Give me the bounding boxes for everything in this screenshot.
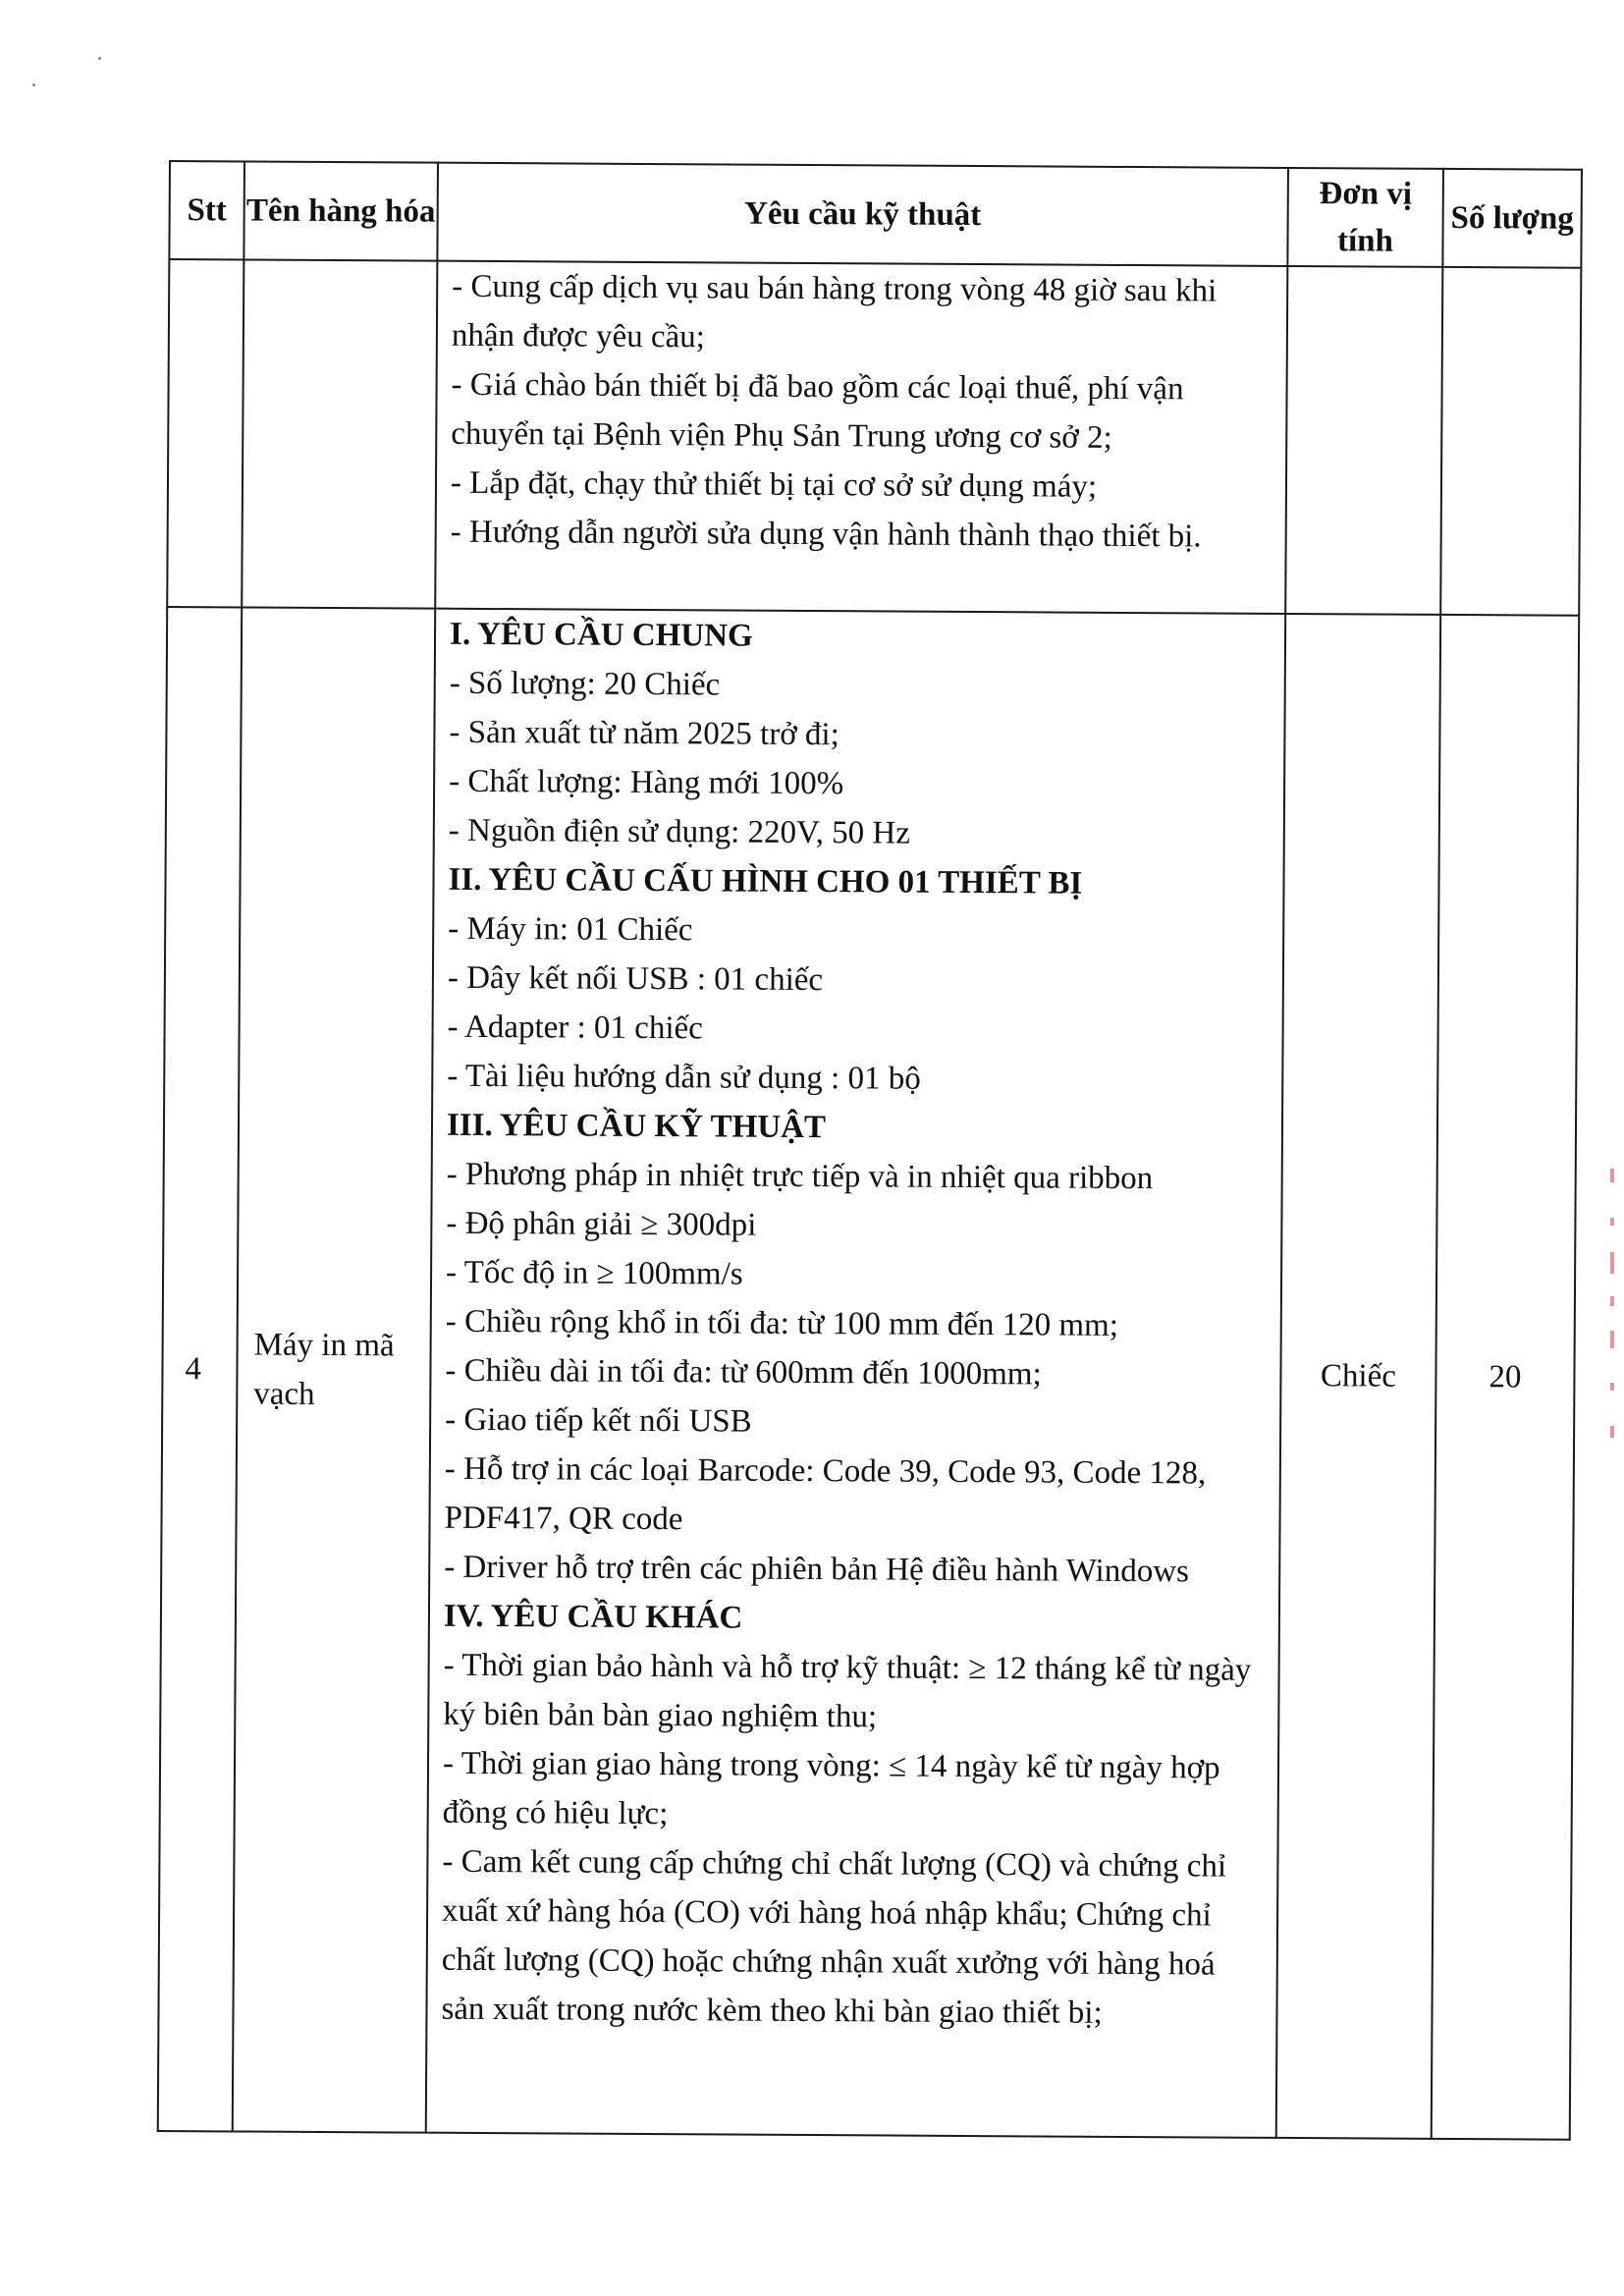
header-quantity: Số lượng [1442, 169, 1582, 268]
scan-speck [32, 83, 35, 86]
spec-line: - Số lượng: 20 Chiếc [449, 665, 721, 703]
cell-quantity: 20 [1432, 615, 1579, 2140]
cell-stt-empty [167, 259, 244, 607]
cell-item-requirements [426, 609, 1285, 2138]
spec-line: - Driver hỗ trợ trên các phiên bản Hệ điều hành Windows [444, 1549, 1190, 1590]
spec-line: - Nguồn điện sử dụng: 220V, 50 Hz [448, 812, 911, 851]
margin-stamp-trace [1610, 1426, 1614, 1438]
spec-line: - Hướng dẫn người sửa dụng vận hành thành thạo thiết bị. [450, 514, 1202, 555]
section-heading-other: IV. YÊU CẦU KHÁC [443, 1598, 743, 1636]
spec-line: - Sản xuất từ năm 2025 trở đi; [449, 714, 839, 753]
spec-line: - Chiều rộng khổ in tối đa: từ 100 mm đến 120 mm; [445, 1303, 1119, 1343]
section-heading-technical: III. YÊU CẦU KỸ THUẬT [446, 1107, 827, 1146]
spec-line: - Lắp đặt, chạy thử thiết bị tại cơ sở sử dụng máy; [450, 465, 1098, 505]
spec-line: - Tài liệu hướng dẫn sử dụng : 01 bộ [447, 1058, 921, 1097]
cell-continued-requirements [435, 261, 1287, 614]
margin-stamp-trace [1610, 1331, 1614, 1348]
cell-name-empty [242, 259, 437, 608]
spec-line: - Độ phân giải ≥ 300dpi [446, 1205, 757, 1243]
table-header-row [169, 161, 1582, 268]
header-stt: Stt [169, 161, 244, 259]
margin-stamp-trace [1610, 1169, 1614, 1182]
technical-requirements-table [157, 160, 1583, 2141]
spec-line: - Thời gian bảo hành và hỗ trợ kỹ thuật: ≥ 12 tháng kể từ ngày ký biên bản bàn giao nghiệm thu; [443, 1647, 1252, 1735]
margin-stamp-trace [1610, 1252, 1614, 1274]
spec-line: - Adapter : 01 chiếc [447, 1009, 703, 1047]
section-heading-general: I. YÊU CẦU CHUNG [449, 616, 753, 654]
header-item-name: Tên hàng hóa [244, 161, 438, 260]
margin-stamp-trace [1610, 1383, 1614, 1391]
spec-line: - Chất lượng: Hàng mới 100% [449, 763, 844, 802]
cell-unit: Chiếc [1276, 614, 1440, 2139]
spec-line: - Thời gian giao hàng trong vòng: ≤ 14 ngày kể từ ngày hợp đồng có hiệu lực; [442, 1745, 1220, 1832]
spec-line: - Cung cấp dịch vụ sau bán hàng trong vòng 48 giờ sau khi nhận được yêu cầu; [451, 268, 1218, 355]
margin-stamp-trace [1610, 1218, 1614, 1226]
table-row-item-4 [158, 607, 1579, 2140]
scan-speck [98, 57, 101, 60]
spec-line: - Máy in: 01 Chiếc [448, 910, 693, 949]
spec-line: - Chiều dài in tối đa: từ 600mm đến 1000mm; [445, 1352, 1042, 1393]
margin-stamp-trace [1610, 1296, 1614, 1306]
section-heading-configuration: II. YÊU CẦU CẤU HÌNH CHO 01 THIẾT BỊ [448, 861, 1083, 902]
spec-line: - Cam kết cung cấp chứng chỉ chất lượng (CQ) và chứng chỉ xuất xứ hàng hóa (CO) với hàng hoá nhập khẩu; Chứng chỉ chất lượng (CQ) hoặc chứng nhận xuất xưởng với hàng hoá sản xuất trong nước kèm theo khi bàn giao thiết bị; [441, 1843, 1227, 2031]
header-technical-requirements: Yêu cầu kỹ thuật [437, 163, 1288, 266]
cell-qty-empty [1440, 267, 1581, 616]
cell-stt: 4 [158, 607, 242, 2131]
spec-line: - Giao tiếp kết nối USB [445, 1401, 752, 1440]
table-row-continued [167, 259, 1581, 616]
spec-line: - Phương pháp in nhiệt trực tiếp và in nhiệt qua ribbon [446, 1156, 1154, 1197]
spec-line: - Giá chào bán thiết bị đã bao gồm các loại thuế, phí vận chuyển tại Bệnh viện Phụ Sản Trung ương cơ sở 2; [451, 366, 1184, 456]
cell-unit-empty [1285, 266, 1442, 615]
header-unit: Đơn vị tính [1287, 168, 1443, 267]
spec-line: - Hỗ trợ in các loại Barcode: Code 39, Code 93, Code 128, PDF417, QR code [444, 1450, 1207, 1538]
spec-line: - Tốc độ in ≥ 100mm/s [445, 1254, 743, 1292]
cell-item-name: Máy in mã vạch [233, 607, 435, 2132]
spec-line: - Dây kết nối USB : 01 chiếc [447, 959, 824, 999]
